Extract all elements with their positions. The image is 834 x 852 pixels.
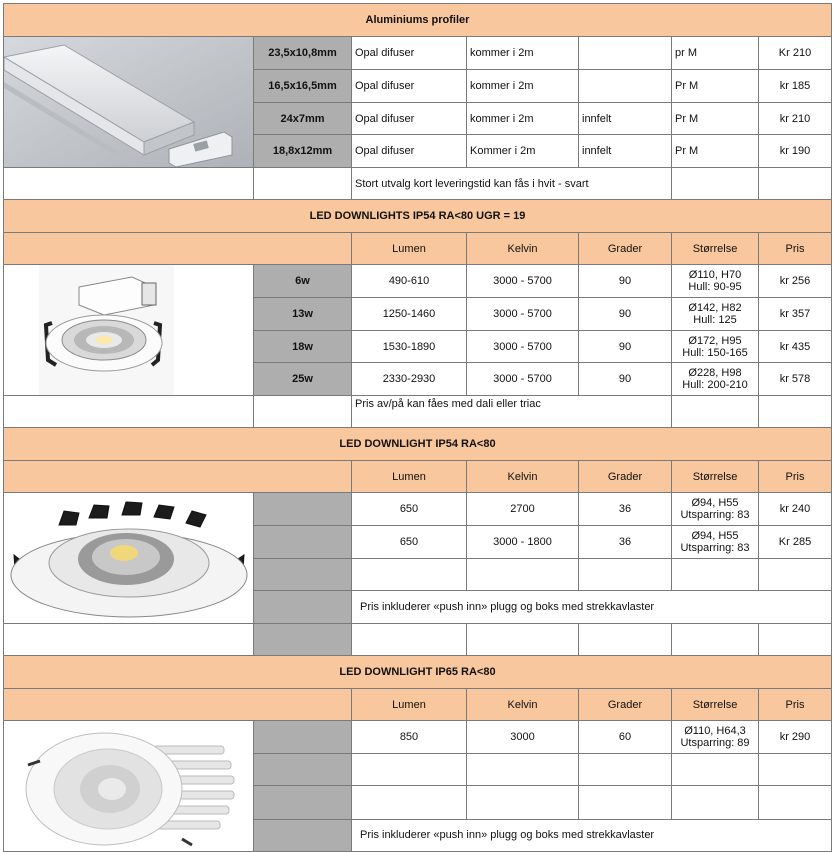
size-line-2: Hull: 200-210: [682, 379, 748, 391]
header-pris: Pris: [759, 689, 832, 721]
watt-label: 18w: [254, 331, 352, 363]
size-line-1: Ø110, H70: [688, 269, 742, 281]
watt-label: 6w: [254, 265, 352, 298]
profile-price: kr 185: [759, 70, 832, 103]
header-grader: Grader: [579, 689, 672, 721]
size-line-1: Ø94, H55: [691, 497, 739, 509]
profile-availability: kommer i 2m: [467, 103, 579, 135]
lumen-value: 1250-1460: [352, 298, 467, 331]
price-value: kr 357: [759, 298, 832, 331]
aluminium-note: Stort utvalg kort leveringstid kan fås i hvit - svart: [352, 168, 672, 200]
size-value: [672, 265, 759, 298]
header-storrelse: Størrelse: [672, 233, 759, 265]
price-value: Kr 285: [759, 526, 832, 559]
grader-value: 90: [579, 363, 672, 396]
header-pris: Pris: [759, 233, 832, 265]
grader-value: 90: [579, 331, 672, 363]
profile-availability: kommer i 2m: [467, 37, 579, 70]
size-line-2: Hull: 150-165: [682, 346, 748, 359]
profile-unit: pr M: [672, 37, 759, 70]
header-lumen: Lumen: [352, 461, 467, 493]
profile-type: Opal difuser: [352, 37, 467, 70]
lumen-value: 1530-1890: [352, 331, 467, 363]
size-line-1: Ø94, H55: [691, 530, 739, 542]
section-title-downlights-ugr: LED DOWNLIGHTS IP54 RA<80 UGR = 19: [4, 200, 832, 233]
lumen-value: 2330-2930: [352, 363, 467, 396]
header-storrelse: Størrelse: [672, 689, 759, 721]
size-line-2: Utsparring: 83: [680, 509, 750, 521]
header-lumen: Lumen: [352, 233, 467, 265]
size-value: [672, 331, 759, 363]
watt-label: 25w: [254, 363, 352, 396]
profile-price: kr 210: [759, 103, 832, 135]
size-value: [672, 526, 759, 559]
lumen-value: 650: [352, 526, 467, 559]
downlight-image: [4, 493, 254, 624]
kelvin-value: 3000 - 5700: [467, 298, 579, 331]
header-kelvin: Kelvin: [467, 461, 579, 493]
profile-price: Kr 210: [759, 37, 832, 70]
price-value: kr 435: [759, 331, 832, 363]
lumen-value: 850: [352, 721, 467, 754]
profile-mount: [579, 70, 672, 103]
empty-cell: [4, 168, 254, 200]
header-lumen: Lumen: [352, 689, 467, 721]
profile-unit: Pr M: [672, 135, 759, 168]
header-grader: Grader: [579, 233, 672, 265]
size-line-1: Ø172, H95: [688, 334, 742, 347]
profile-mount: innfelt: [579, 103, 672, 135]
aluminium-profile-image: [4, 37, 254, 168]
lumen-value: 650: [352, 493, 467, 526]
profile-availability: Kommer i 2m: [467, 135, 579, 168]
header-kelvin: Kelvin: [467, 233, 579, 265]
profile-price: kr 190: [759, 135, 832, 168]
downlight-image: [4, 265, 254, 396]
profile-mount: innfelt: [579, 135, 672, 168]
grader-value: 36: [579, 493, 672, 526]
kelvin-value: 2700: [467, 493, 579, 526]
grader-value: 60: [579, 721, 672, 754]
watt-label: 13w: [254, 298, 352, 331]
size-value: [672, 363, 759, 396]
header-kelvin: Kelvin: [467, 689, 579, 721]
size-line-2: Hull: 125: [693, 314, 737, 326]
grader-value: 90: [579, 265, 672, 298]
kelvin-value: 3000 - 5700: [467, 265, 579, 298]
profile-unit: Pr M: [672, 70, 759, 103]
size-line-1: Ø228, H98: [688, 367, 742, 379]
header-grader: Grader: [579, 461, 672, 493]
downlights-ugr-note: Pris av/på kan fåes med dali eller triac: [352, 396, 672, 428]
kelvin-value: 3000 - 5700: [467, 363, 579, 396]
downlight-ip54-note: Pris inkluderer «push inn» plugg og boks med strekkavlaster: [352, 591, 832, 624]
profile-size: 24x7mm: [254, 103, 352, 135]
lumen-value: 490-610: [352, 265, 467, 298]
header-pris: Pris: [759, 461, 832, 493]
profile-unit: Pr M: [672, 103, 759, 135]
downlight-image: [4, 721, 254, 852]
kelvin-value: 3000: [467, 721, 579, 754]
size-value: [672, 493, 759, 526]
size-line-1: Ø110, H64,3: [684, 725, 746, 738]
header-storrelse: Størrelse: [672, 461, 759, 493]
kelvin-value: 3000 - 1800: [467, 526, 579, 559]
profile-size: 18,8x12mm: [254, 135, 352, 168]
size-line-2: Hull: 90-95: [688, 281, 742, 293]
size-line-2: Utsparring: 89: [680, 737, 750, 750]
downlight-ip65-note: Pris inkluderer «push inn» plugg og boks med strekkavlaster: [352, 819, 832, 851]
price-value: kr 578: [759, 363, 832, 396]
profile-type: Opal difuser: [352, 135, 467, 168]
price-table: [3, 3, 832, 852]
size-line-2: Utsparring: 83: [680, 542, 750, 554]
price-value: kr 290: [759, 721, 832, 754]
kelvin-value: 3000 - 5700: [467, 331, 579, 363]
size-value: [672, 721, 759, 754]
profile-type: Opal difuser: [352, 103, 467, 135]
section-title-downlight-ip54: LED DOWNLIGHT IP54 RA<80: [4, 428, 832, 461]
section-title-aluminium: Aluminiums profiler: [4, 4, 832, 37]
profile-size: 16,5x16,5mm: [254, 70, 352, 103]
profile-size: 23,5x10,8mm: [254, 37, 352, 70]
grader-value: 36: [579, 526, 672, 559]
size-value: [672, 298, 759, 331]
section-title-downlight-ip65: LED DOWNLIGHT IP65 RA<80: [4, 656, 832, 689]
grader-value: 90: [579, 298, 672, 331]
price-value: kr 240: [759, 493, 832, 526]
price-value: kr 256: [759, 265, 832, 298]
profile-type: Opal difuser: [352, 70, 467, 103]
profile-mount: [579, 37, 672, 70]
size-line-1: Ø142, H82: [688, 302, 742, 314]
profile-availability: kommer i 2m: [467, 70, 579, 103]
